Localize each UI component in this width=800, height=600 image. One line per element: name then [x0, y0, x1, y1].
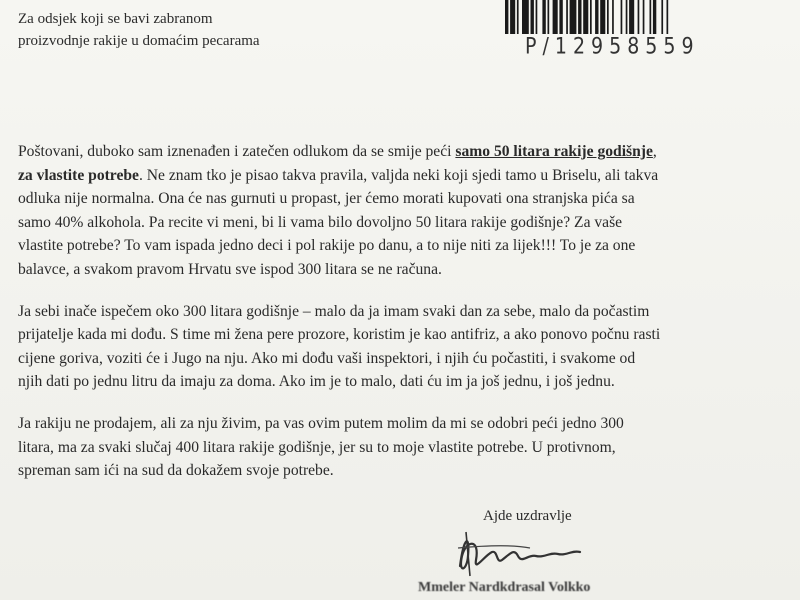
p2-line3: cijene goriva, voziti će i Jugo na nju. Ako mi dođu vaši inspektori, i njih ću počastiti, i svakome od	[18, 349, 636, 367]
barcode-bar	[638, 0, 640, 34]
p1-line6: balavce, a svakom pravom Hrvatu sve ispod 300 litara se ne računa.	[18, 260, 442, 278]
barcode-bar	[590, 0, 592, 34]
letter-body	[18, 140, 780, 501]
p1-line1-a: Poštovani, duboko sam iznenađen i zatečen odlukom da se smije peći	[18, 143, 456, 160]
barcode-bar	[626, 0, 628, 34]
p1-line2-b: . Ne znam tko je pisao takva pravila, valjda neki koji sjedi tamo u Briselu, ali takva	[138, 166, 659, 184]
barcode-bar	[607, 0, 609, 34]
p3-line2: litara, ma za svaki slučaj 400 litara rakije godišnje, jer su to moje vlastite potrebe. U protivnom,	[18, 438, 616, 456]
p1-line1-c: ,	[652, 143, 657, 160]
barcode-bar	[583, 0, 588, 34]
barcode-bar	[650, 0, 652, 34]
barcode-bar	[505, 0, 508, 34]
barcode-bar	[536, 0, 538, 34]
recipient-line-1: Za odsjek koji se bavi zabranom	[18, 11, 213, 27]
p1-line4: samo 40% alkohola. Pa recite vi meni, bi li vama bilo dovoljno 50 litara rakije godišnje? Za vaše	[18, 213, 623, 231]
barcode-bar	[510, 0, 515, 34]
barcode-bar	[653, 0, 656, 34]
barcode-bar	[578, 0, 581, 34]
barcode-bar	[667, 0, 669, 34]
barcode-bar	[600, 0, 605, 34]
barcode-bar	[553, 0, 558, 34]
p2-line1: Ja sebi inače ispečem oko 300 litara godišnje – malo da ja imam svaki dan za sebe, malo da počastim	[18, 302, 650, 320]
barcode-bar	[517, 0, 519, 34]
barcode-bar	[661, 0, 663, 34]
printed-signature-name: Mmeler Nardkdrasal Volkko	[418, 580, 591, 595]
barcode-bars	[505, 0, 785, 34]
recipient-line-2: proizvodnje rakije u domaćim pecarama	[18, 33, 260, 49]
barcode-bar	[559, 0, 562, 34]
barcode-bar	[522, 0, 529, 34]
barcode-bar	[570, 0, 577, 34]
barcode-bar	[629, 0, 634, 34]
barcode	[505, 0, 785, 60]
paragraph-3	[18, 412, 780, 483]
barcode-number: P/12958559	[525, 34, 700, 60]
p1-line1-emphasis: samo 50 litara rakije godišnje	[455, 143, 653, 160]
barcode-bar	[542, 0, 545, 34]
barcode-bar	[595, 0, 598, 34]
handwritten-signature	[440, 526, 600, 582]
p2-line4: njih dati po jednu litru da imaju za doma. Ako im je to malo, dati ću im ja još jednu, i još jednu.	[18, 373, 615, 391]
barcode-bar	[548, 0, 550, 34]
p3-line1: Ja rakiju ne prodajem, ali za nju živim, pa vas ovim putem molim da mi se odobri peći jedno 300	[18, 414, 624, 432]
paragraph-1	[18, 140, 780, 282]
barcode-bar	[612, 0, 614, 34]
p1-line5: vlastite potrebe? To vam ispada jedno deci i pol rakije po danu, a to nije niti za lijek!!! To je za one	[18, 237, 636, 255]
barcode-bar	[531, 0, 534, 34]
recipient-address	[18, 8, 260, 52]
p1-line2-bold: za vlastite potrebe	[18, 166, 139, 184]
closing-salutation: Ajde uzdravlje	[483, 508, 572, 524]
p2-line2: prijatelje kada mi dođu. S time mi žena pere prozore, koristim je kao antifriz, a ako ponovo počnu rasti	[18, 326, 661, 344]
barcode-bar	[621, 0, 623, 34]
p1-line3: odluka nije normalna. Ona će nas gurnuti u propast, jer ćemo morati kupovati ona stranjska pića sa	[18, 190, 635, 208]
barcode-bar	[643, 0, 645, 34]
paragraph-2	[18, 300, 780, 394]
p3-line3: spreman sam ići na sud da dokažem svoje potrebe.	[18, 462, 334, 480]
barcode-bar	[566, 0, 568, 34]
